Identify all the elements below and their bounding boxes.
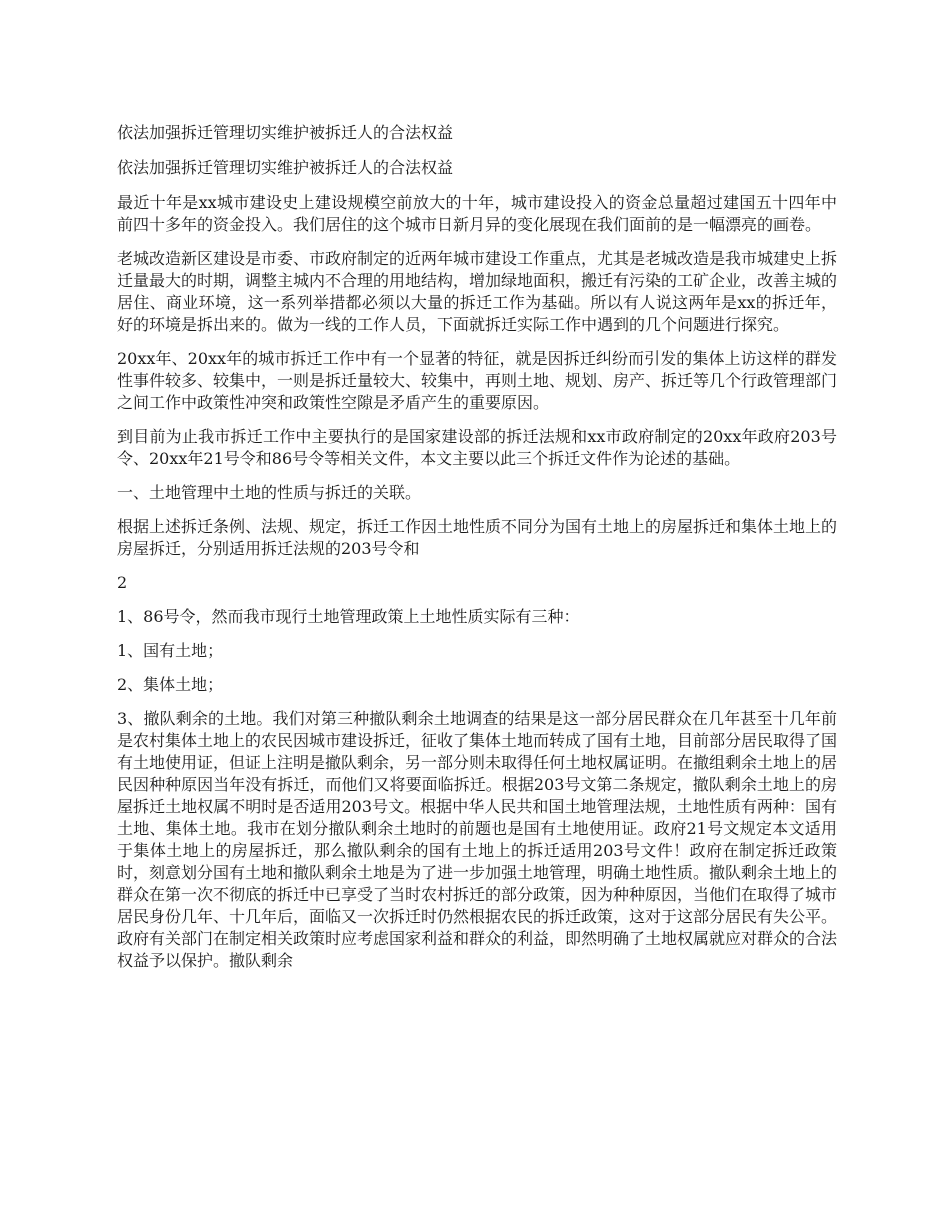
section-heading-land-nature: 一、土地管理中土地的性质与拆迁的关联。 [117, 483, 422, 502]
paragraph-land-categories: 根据上述拆迁条例、法规、规定，拆迁工作因土地性质不同分为国有土地上的房屋拆迁和集体土地上的房屋拆迁，分别适用拆迁法规的203号令和 [117, 517, 838, 558]
paragraph-intro: 最近十年是xx城市建设史上建设规模空前放大的十年，城市建设投入的资金总量超过建国五十四年中前四十多年的资金投入。我们居住的这个城市日新月异的变化展现在我们面前的是一幅漂亮的画卷。 [117, 193, 837, 234]
list-item-state-land: 1、国有土地； [117, 641, 224, 660]
list-intro: 1、86号令，然而我市现行土地管理政策上土地性质实际有三种： [117, 607, 580, 626]
document-title: 依法加强拆迁管理切实维护被拆迁人的合法权益 [117, 123, 454, 142]
document-page [117, 122, 837, 972]
paragraph-old-city-renewal: 老城改造新区建设是市委、市政府制定的近两年城市建设工作重点，尤其是老城改造是我市城建史上拆迁量最大的时期，调整主城内不合理的用地结构，增加绿地面积，搬迁有污染的工矿企业，改善主城的居住、商业环境，这一系列举措都必须以大量的拆迁工作为基础。所以有人说这两年是xx的拆迁年，好的环境是拆出来的。做为一线的工作人员，下面就拆迁实际工作中遇到的几个问题进行探究。 [117, 249, 838, 334]
page-number: 2 [117, 573, 128, 592]
list-item-remaining-land: 3、撤队剩余的土地。我们对第三种撤队剩余土地调查的结果是这一部分居民群众在几年甚至十几年前是农村集体土地上的农民因城市建设拆迁，征收了集体土地而转成了国有土地，目前部分居民取得了国有土地使用证，但证上注明是撤队剩余，另一部分则未取得任何土地权属证明。在撤组剩余土地上的居民因种种原因当年没有拆迁，而他们又将要面临拆迁。根据203号文第二条规定，撤队剩余土地上的房屋拆迁土地权属不明时是否适用203号文。根据中华人民共和国土地管理法规，土地性质有两种：国有土地、集体土地。我市在划分撤队剩余土地时的前题也是国有土地使用证。政府21号文规定本文适用于集体土地上的房屋拆迁，那么撤队剩余的国有土地上的拆迁适用203号文件！政府在制定拆迁政策时，刻意划分国有土地和撤队剩余土地是为了进一步加强土地管理，明确土地性质。撤队剩余土地上的群众在第一次不彻底的拆迁中已享受了当时农村拆迁的部分政策，因为种种原因，当他们在取得了城市居民身份几年、十几年后，面临又一次拆迁时仍然根据农民的拆迁政策，这对于这部分居民有失公平。政府有关部门在制定相关政策时应考虑国家利益和群众的利益，即然明确了土地权属就应对群众的合法权益予以保护。撤队剩余 [117, 709, 838, 970]
list-item-collective-land: 2、集体土地； [117, 675, 224, 694]
paragraph-regulations-basis: 到目前为止我市拆迁工作中主要执行的是国家建设部的拆迁法规和xx市政府制定的20xx年政府203号令、20xx年21号令和86号令等相关文件，本文主要以此三个拆迁文件作为论述的基础。 [117, 427, 837, 468]
paragraph-collective-petition: 20xx年、20xx年的城市拆迁工作中有一个显著的特征，就是因拆迁纠纷而引发的集体上访这样的群发性事件较多、较集中，一则是拆迁量较大、较集中，再则土地、规划、房产、拆迁等几个行政管理部门之间工作中政策性冲突和政策性空隙是矛盾产生的重要原因。 [117, 349, 838, 412]
document-subtitle: 依法加强拆迁管理切实维护被拆迁人的合法权益 [117, 158, 454, 177]
